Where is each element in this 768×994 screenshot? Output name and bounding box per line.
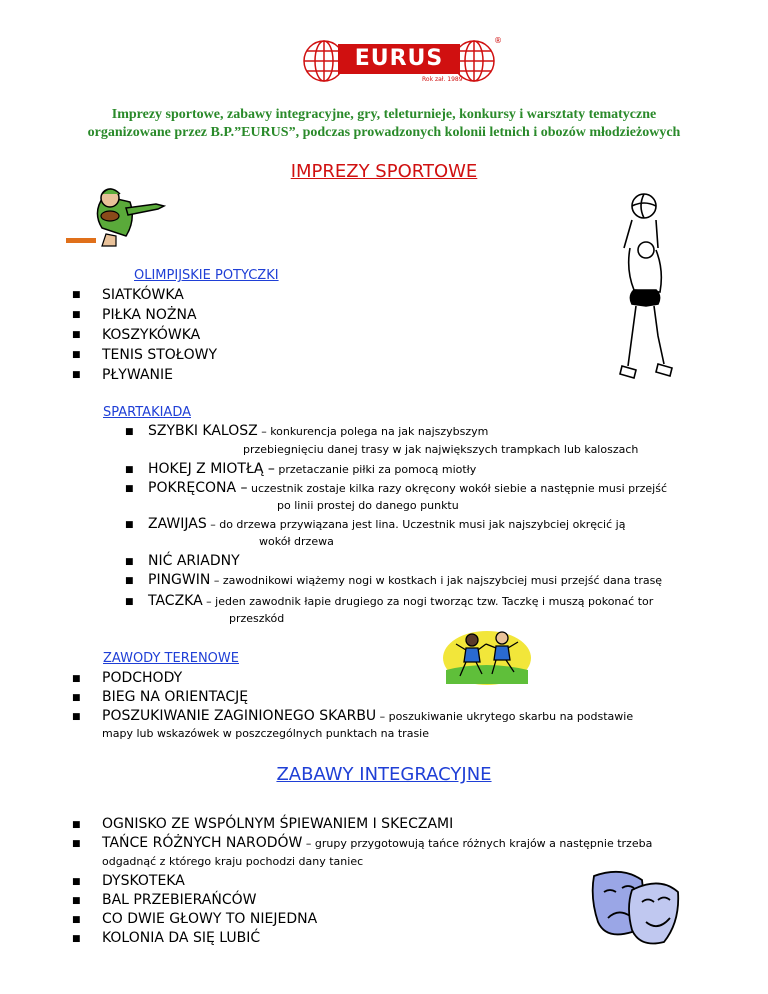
olimpijskie-heading: OLIMPIJSKIE POTYCZKI [134,268,279,283]
bullet-icon: ■ [72,839,81,849]
eurus-logo [302,36,502,86]
item-name: CO DWIE GŁOWY TO NIEJEDNA [102,911,318,927]
item-name: SZYBKI KALOSZ [148,423,258,439]
item-desc: – jeden zawodnik łapie drugiego za nogi tworząc tzw. Taczkę i muszą pokonać tor [202,595,654,608]
item-name: TAŃCE RÓŻNYCH NARODÓW [102,835,303,851]
item-desc-cont: po linii prostej do danego punktu [277,499,459,512]
intro-line-1: Imprezy sportowe, zabawy integracyjne, gry, teleturnieje, konkursy i warsztaty tematyczne [111,107,657,122]
bullet-icon: ■ [72,370,81,380]
item-name: BAL PRZEBIERAŃCÓW [102,892,257,908]
item-name: ZAWIJAS [148,516,207,532]
bullet-icon: ■ [72,290,81,300]
list-item [72,367,472,387]
bullet-icon: ■ [72,330,81,340]
item-desc: – grupy przygotowują tańce różnych krajów a następnie trzeba [302,837,653,850]
list-item-label: PŁYWANIE [102,367,173,383]
item-desc: – do drzewa przywiązana jest lina. Uczestnik musi jak najszybciej okręcić ją [206,518,626,531]
item-desc: przetaczanie piłki za pomocą miotły [274,463,477,476]
bullet-icon: ■ [72,712,81,722]
bullet-icon: ■ [125,557,134,567]
item-name: TACZKA [148,593,203,609]
bullet-icon: ■ [125,427,134,437]
list-item [72,307,472,327]
football-player-icon [66,186,170,250]
running-kids-icon [442,624,532,686]
item-name: BIEG NA ORIENTACJĘ [102,689,249,705]
item-desc-cont: wokół drzewa [259,535,334,548]
item-desc-cont: mapy lub wskazówek w poszczególnych punktach na trasie [102,727,430,740]
bullet-icon: ■ [72,934,81,944]
item-name: OGNISKO ZE WSPÓLNYM ŚPIEWANIEM I SKECZAMI [102,816,454,832]
bullet-icon: ■ [125,597,134,607]
item-desc-cont: odgadnąć z którego kraju pochodzi dany taniec [102,855,364,868]
item-desc: – konkurencja polega na jak najszybszym [257,425,489,438]
item-desc: – zawodnikowi wiążemy nogi w kostkach i jak najszybciej musi przejść dana trasę [210,574,663,587]
item-name: KOLONIA DA SIĘ LUBIĆ [102,930,261,946]
list-item-label: SIATKÓWKA [102,287,184,303]
logo-tagline: Rok zał. 1989 [422,76,463,83]
bullet-icon: ■ [72,915,81,925]
spartakiada-heading: SPARTAKIADA [103,405,191,420]
item-desc: uczestnik zostaje kilka razy okręcony wokół siebie a następnie musi przejść [247,482,668,495]
basketball-player-icon [610,192,680,388]
item-name: PODCHODY [102,670,183,686]
item-name: DYSKOTEKA [102,873,185,889]
bullet-icon: ■ [125,465,134,475]
logo-wordmark: EURUS [354,46,444,71]
bullet-icon: ■ [125,484,134,494]
item-name: POSZUKIWANIE ZAGINIONEGO SKARBU [102,708,377,724]
bullet-icon: ■ [72,877,81,887]
theater-masks-icon [588,866,682,958]
bullet-icon: ■ [125,576,134,586]
bullet-icon: ■ [72,820,81,830]
item-name: PINGWIN [148,572,211,588]
bullet-icon: ■ [72,693,81,703]
bullet-icon: ■ [72,350,81,360]
bullet-icon: ■ [125,520,134,530]
list-item [72,287,472,307]
section-title-sport: IMPREZY SPORTOWE [290,161,478,182]
bullet-icon: ■ [72,896,81,906]
zawody-heading: ZAWODY TERENOWE [103,651,239,666]
section-title-integration: ZABAWY INTEGRACYJNE [276,764,492,785]
bullet-icon: ■ [72,310,81,320]
list-item-label: PIŁKA NOŻNA [102,307,197,323]
item-desc: – poszukiwanie ukrytego skarbu na podstawie [376,710,634,723]
item-name: HOKEJ Z MIOTŁĄ – [148,461,275,477]
intro-line-2: organizowane przez B.P.”EURUS”, podczas prowadzonych kolonii letnich i obozów młodzieżowych [87,125,681,140]
olimpijskie-list [72,287,472,387]
list-item-label: TENIS STOŁOWY [102,347,218,363]
list-item [72,327,472,347]
item-desc-cont: przeszkód [229,612,285,625]
item-desc-cont: przebiegnięciu danej trasy w jak największych trampkach lub kaloszach [243,443,639,456]
item-name: POKRĘCONA – [148,480,248,496]
list-item [72,347,472,367]
registered-mark: ® [494,36,502,45]
item-name: NIĆ ARIADNY [148,553,240,569]
bullet-icon: ■ [72,674,81,684]
list-item-label: KOSZYKÓWKA [102,327,201,343]
